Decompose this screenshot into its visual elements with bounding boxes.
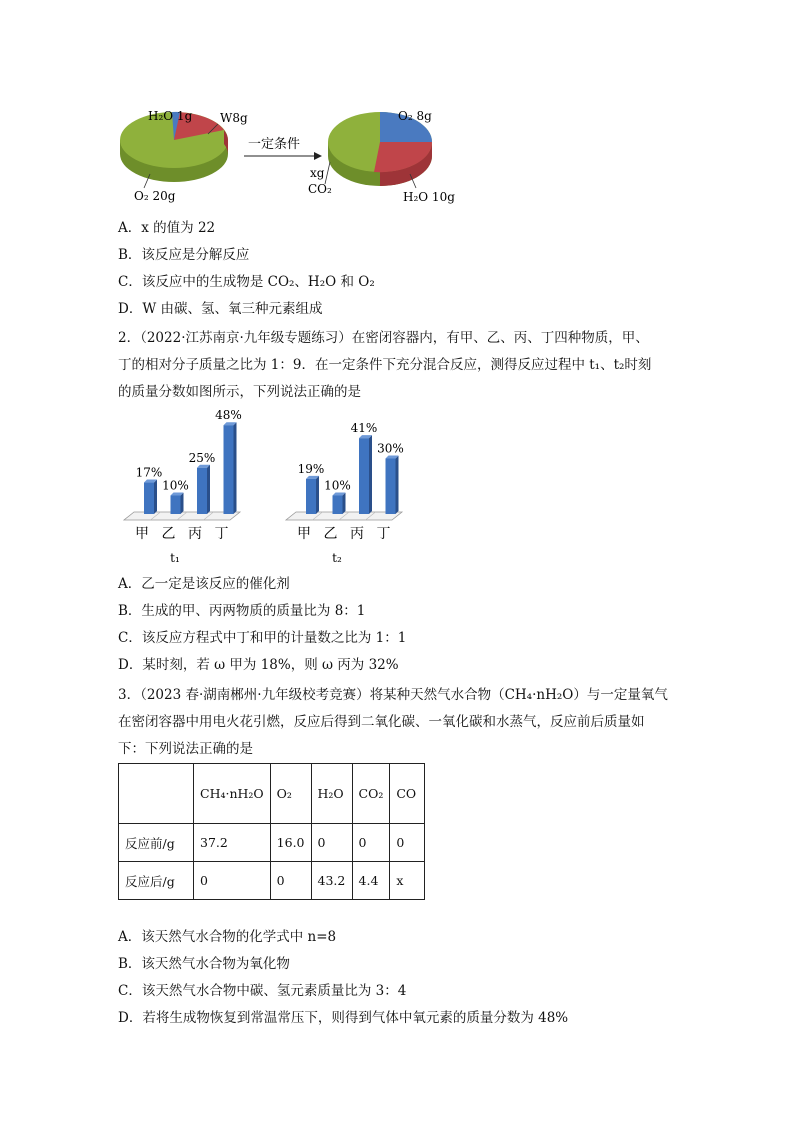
bar — [144, 483, 154, 514]
q3-stem — [118, 682, 678, 763]
chart-xlabel: t₂ — [332, 551, 342, 565]
q2-stem-line: 2．（2022·江苏南京·九年级专题练习）在密闭容器内，有甲、乙、丙、丁四种物质，甲、 — [118, 330, 649, 346]
table-cell: 37.2 — [194, 824, 271, 862]
pie-before-o2-label: O₂ 20g — [134, 189, 176, 203]
bar-side — [343, 493, 346, 515]
pie-after-xg-label: xg — [310, 166, 325, 180]
bar-side — [369, 435, 372, 514]
bar-side — [234, 422, 237, 514]
table-cell: 4.4 — [352, 862, 390, 900]
q3-option-a: A．该天然气水合物的化学式中 n=8 — [118, 929, 337, 945]
table-header-cell: CH₄·nH₂O — [194, 764, 271, 824]
table-row — [119, 824, 425, 862]
table-header-row — [119, 764, 425, 824]
q2-stem-line: 的质量分数如图所示，下列说法正确的是 — [118, 384, 361, 400]
bar-data-label: 19% — [297, 461, 325, 476]
bar-data-label: 10% — [324, 478, 351, 493]
bar-data-label: 30% — [377, 441, 404, 456]
bar — [224, 425, 234, 514]
q3-data-table — [118, 763, 425, 900]
bar-data-label: 25% — [188, 450, 216, 465]
q3-stem-line: 在密闭容器中用电火花引燃，反应后得到二氧化碳、一氧化碳和水蒸气，反应前后质量如 — [118, 714, 645, 730]
arrow-label: 一定条件 — [248, 137, 301, 152]
category-label: 甲 — [297, 526, 311, 542]
table-cell: 0 — [270, 862, 311, 900]
q2-option-a: A．乙一定是该反应的催化剂 — [118, 576, 290, 592]
category-label: 乙 — [161, 526, 176, 542]
table-cell: 43.2 — [311, 862, 352, 900]
q2-option-b: B．生成的甲、丙两物质的质量比为 8：1 — [118, 603, 366, 619]
q2-option-c: C．该反应方程式中丁和甲的计量数之比为 1：1 — [118, 630, 407, 646]
table-cell: 0 — [311, 824, 352, 862]
pie-after-co2-label: CO₂ — [308, 182, 332, 196]
category-label: 丁 — [214, 526, 229, 542]
q1-option-c: C．该反应中的生成物是 CO₂、H₂O 和 O₂ — [118, 274, 375, 290]
q3-option-b: B．该天然气水合物为氧化物 — [118, 956, 290, 972]
table-header-cell: CO — [390, 764, 425, 824]
category-label: 甲 — [135, 526, 149, 542]
pie-before-h2o-label: H₂O 1g — [148, 109, 193, 123]
table-header-cell: CO₂ — [352, 764, 390, 824]
q2-stem — [118, 325, 678, 406]
table-cell: 反应前/g — [119, 824, 194, 862]
pie-figure — [118, 100, 468, 210]
q3-stem-line: 下：下列说法正确的是 — [118, 741, 253, 757]
q3-option-d: D．若将生成物恢复到常温常压下，则得到气体中氧元素的质量分数为 48% — [118, 1010, 569, 1026]
pie-after-h2o-label: H₂O 10g — [403, 190, 455, 204]
q1-option-d: D．W 由碳、氢、氧三种元素组成 — [118, 301, 323, 317]
category-label: 丙 — [188, 526, 202, 542]
bar — [197, 468, 207, 514]
table-header-cell: O₂ — [270, 764, 311, 824]
bar-side — [316, 476, 319, 514]
bar — [386, 459, 396, 515]
bar-data-label: 17% — [135, 465, 163, 480]
pie-after — [328, 112, 432, 186]
pie-before-w-label: W8g — [220, 111, 248, 125]
bar-data-label: 48% — [215, 408, 242, 423]
q1-option-b: B．该反应是分解反应 — [118, 247, 250, 263]
table-cell: 0 — [352, 824, 390, 862]
chart-xlabel: t₁ — [170, 551, 180, 565]
category-label: 乙 — [323, 526, 338, 542]
q2-stem-line: 丁的相对分子质量之比为 1：9．在一定条件下充分混合反应，测得反应过程中 t₁、t₂时刻 — [118, 357, 652, 373]
bar-side — [154, 480, 157, 514]
table-header-cell: H₂O — [311, 764, 352, 824]
table-cell: 16.0 — [270, 824, 311, 862]
table-cell: 0 — [194, 862, 271, 900]
table-row — [119, 862, 425, 900]
bar-data-label: 41% — [350, 421, 378, 436]
bar — [333, 496, 343, 515]
table-cell: x — [390, 862, 425, 900]
bar — [359, 438, 369, 514]
category-label: 丁 — [376, 526, 391, 542]
pie-after-o2-label: O₂ 8g — [398, 109, 432, 123]
table-cell: 反应后/g — [119, 862, 194, 900]
q2-option-d: D．某时刻，若 ω 甲为 18%，则 ω 丙为 32% — [118, 657, 399, 673]
bar-side — [181, 493, 184, 515]
bar — [171, 496, 181, 515]
bar — [306, 479, 316, 514]
bar-side — [207, 465, 210, 514]
bar-charts — [118, 408, 438, 568]
bar-side — [396, 456, 399, 515]
q1-option-a: A．x 的值为 22 — [118, 220, 216, 236]
q3-stem-line: 3．（2023 春·湖南郴州·九年级校考竞赛）将某种天然气水合物（CH₄·nH₂O）与一定量氧气 — [118, 687, 668, 703]
q3-option-c: C．该天然气水合物中碳、氢元素质量比为 3：4 — [118, 983, 407, 999]
bar-data-label: 10% — [162, 478, 189, 493]
table-cell: 0 — [390, 824, 425, 862]
table-header-cell — [119, 764, 194, 824]
category-label: 丙 — [350, 526, 364, 542]
